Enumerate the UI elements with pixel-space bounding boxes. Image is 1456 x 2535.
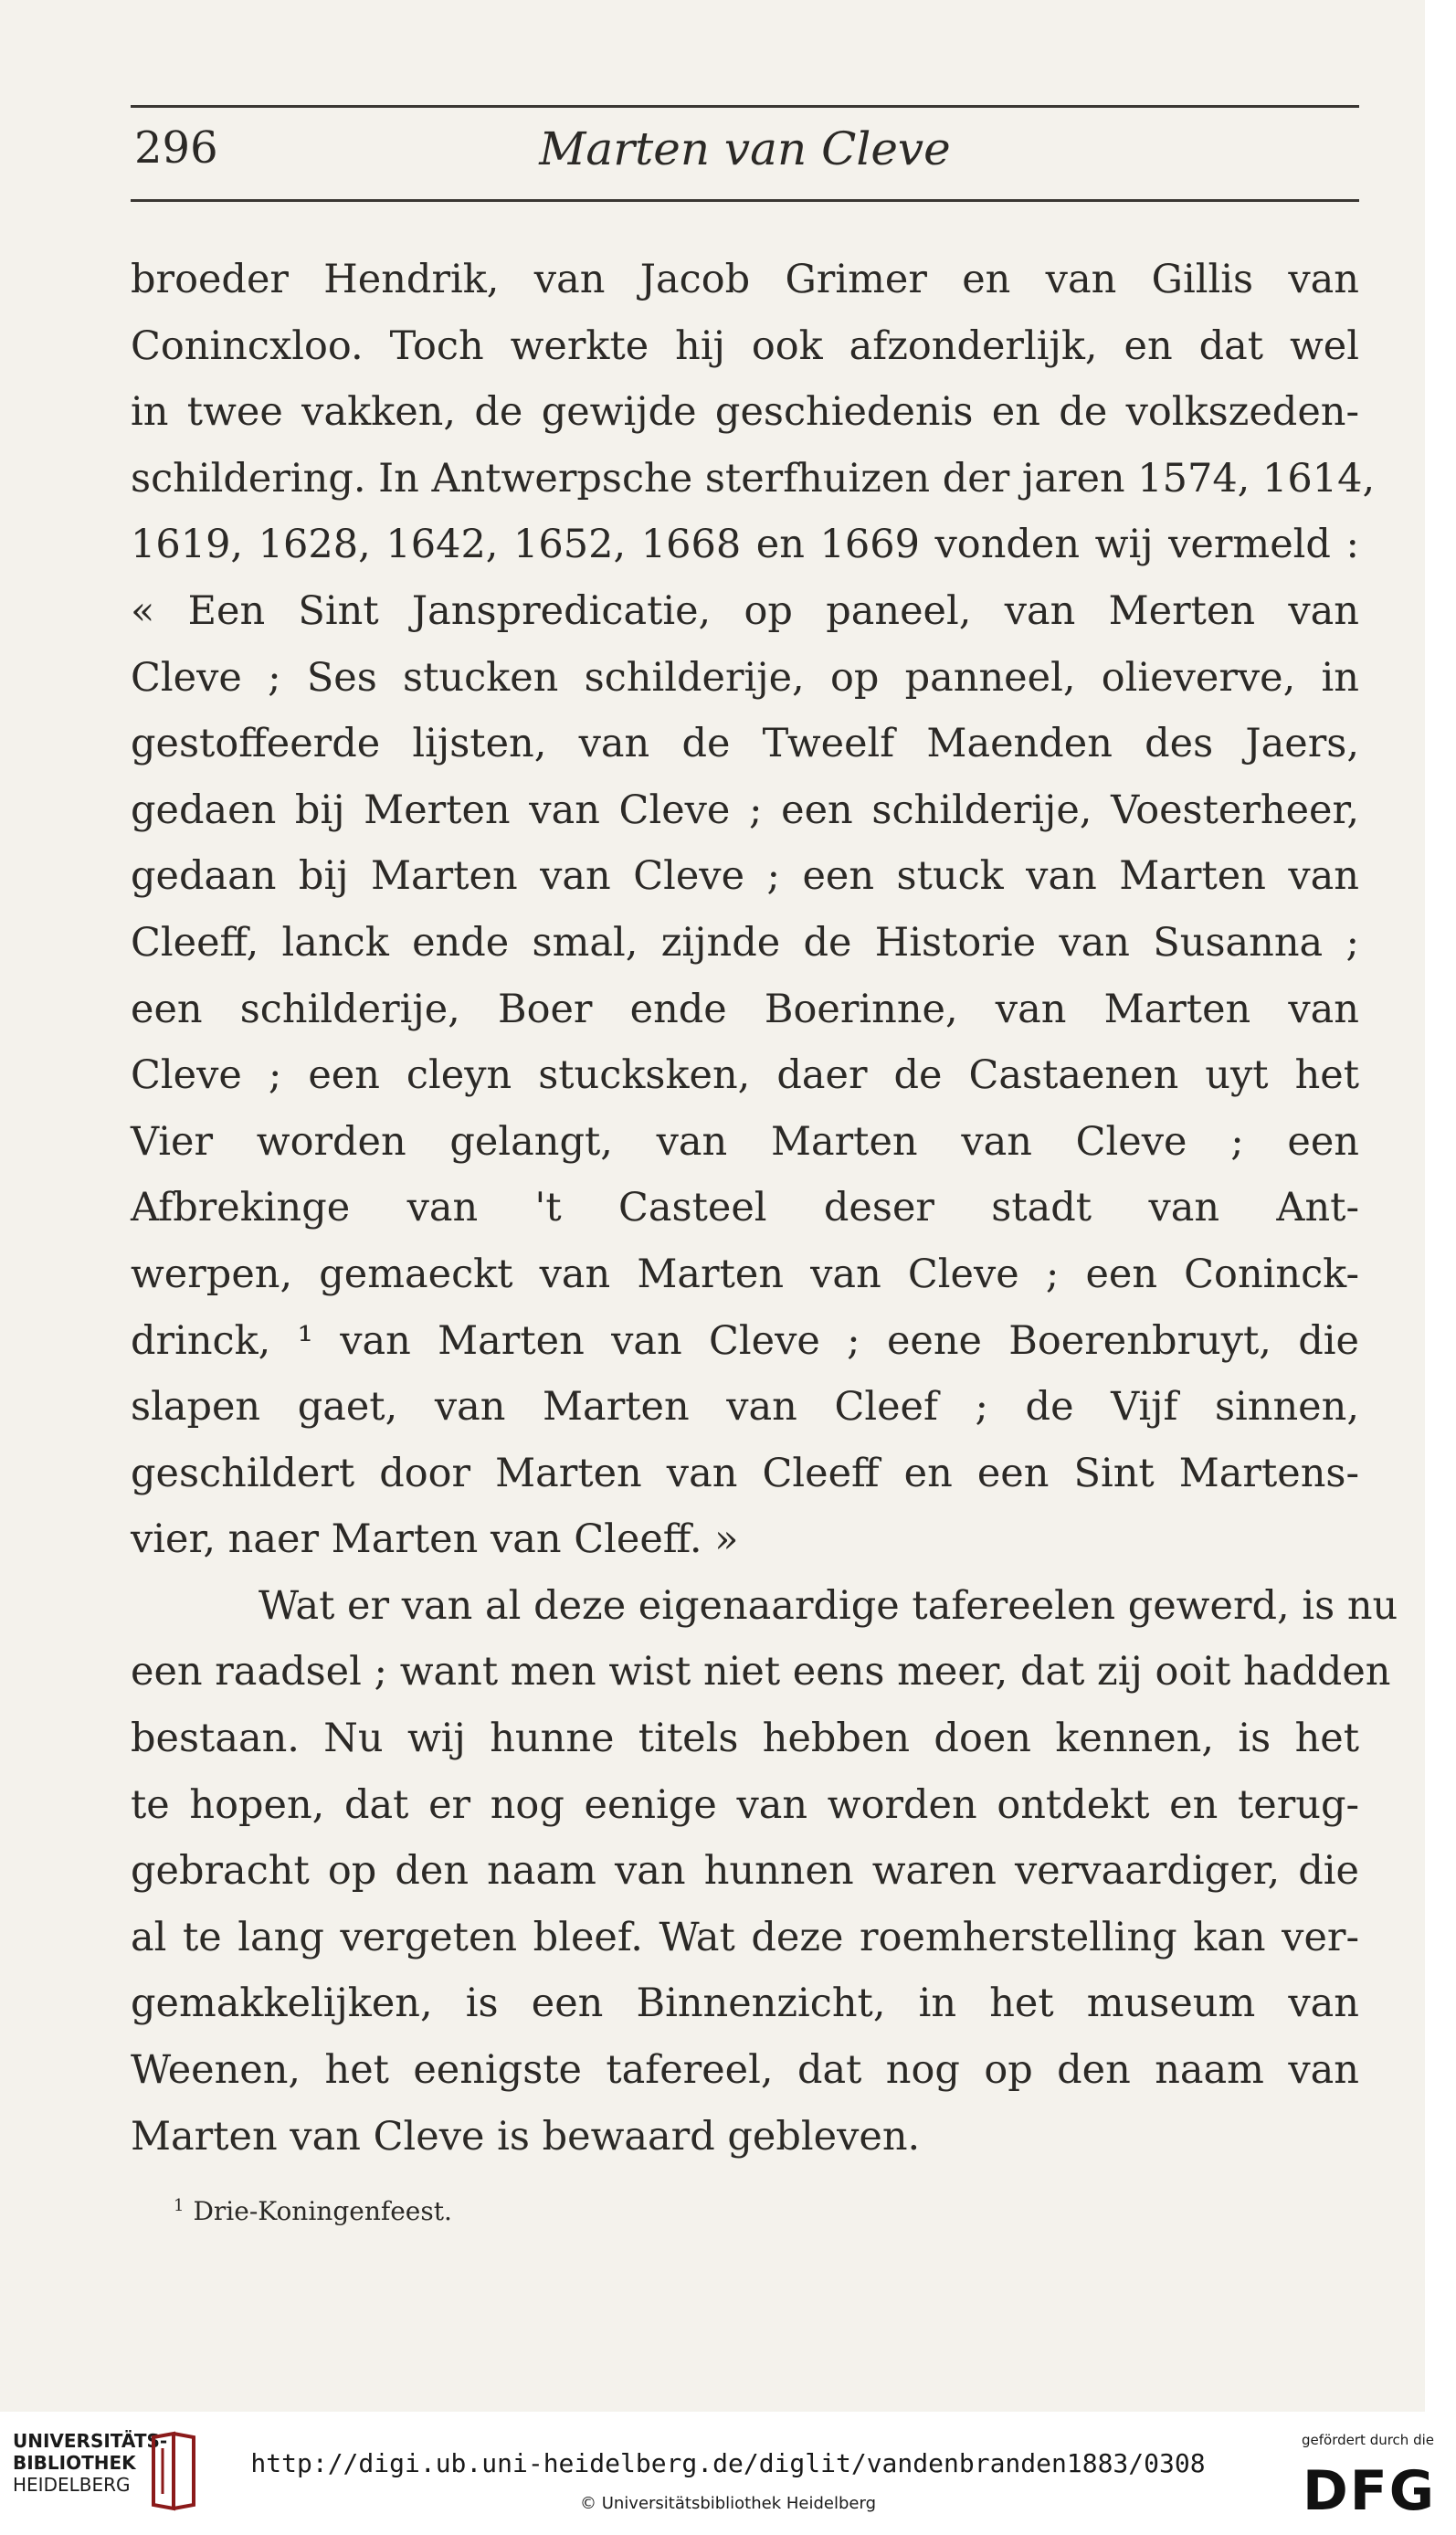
- text-line: Wat er van al deze eigenaardige tafereelen gewerd, is nu: [258, 1582, 1398, 1629]
- body-text: [131, 247, 1398, 2170]
- text-line: slapen gaet, van Marten van Cleef ; de Vijf sinnen,: [131, 1384, 1359, 1431]
- text-line: gebracht op den naam van hunnen waren vervaardiger, die: [131, 1848, 1359, 1895]
- header-rule-bottom: [131, 199, 1359, 202]
- footnote: [174, 2196, 452, 2226]
- text-line: Cleeff, lanck ende smal, zijnde de Historie van Susanna ;: [131, 919, 1359, 966]
- text-line: drinck, ¹ van Marten van Cleve ; eene Boerenbruyt, die: [131, 1317, 1359, 1364]
- library-name-line: BIBLIOTHEK: [13, 2452, 136, 2474]
- funding-note: gefördert durch die: [1302, 2432, 1434, 2448]
- viewer-footer: [0, 2412, 1456, 2535]
- text-line: al te lang vergeten bleef. Wat deze roemherstelling kan ver-: [131, 1914, 1359, 1960]
- text-line: gedaen bij Merten van Cleve ; een schilderije, Voesterheer,: [131, 787, 1359, 833]
- text-line: schildering. In Antwerpsche sterfhuizen der jaren 1574, 1614,: [131, 455, 1376, 502]
- copyright-notice: © Universitätsbibliothek Heidelberg: [579, 2494, 876, 2513]
- text-line: Vier worden gelangt, van Marten van Cleve ; een: [131, 1118, 1359, 1165]
- footnote-marker: 1: [174, 2196, 185, 2215]
- text-line: geschildert door Marten van Cleeff en een Sint Martens-: [131, 1450, 1359, 1496]
- library-name-line: UNIVERSITÄTS-: [13, 2430, 168, 2452]
- text-line: bestaan. Nu wij hunne titels hebben doen kennen, is het: [131, 1716, 1359, 1762]
- text-line: Weenen, het eenigste tafereel, dat nog op den naam van: [131, 2047, 1359, 2094]
- text-line: gestoffeerde lijsten, van de Tweelf Maenden des Jaers,: [131, 721, 1359, 767]
- text-line: Afbrekinge van 't Casteel deser stadt van Ant-: [131, 1185, 1359, 1231]
- footnote-text: Drie-Koningenfeest.: [193, 2196, 452, 2226]
- text-line: werpen, gemaeckt van Marten van Cleve ; een Coninck-: [131, 1251, 1359, 1297]
- permalink-url[interactable]: http://digi.ub.uni-heidelberg.de/diglit/vandenbranden1883/0308: [250, 2448, 1206, 2478]
- text-line: 1619, 1628, 1642, 1652, 1668 en 1669 vonden wij vermeld :: [131, 522, 1359, 568]
- page-edge: [1425, 0, 1456, 2412]
- text-line: Cleve ; Ses stucken schilderije, op panneel, olieverve, in: [131, 654, 1359, 701]
- text-line: Marten van Cleve is bewaard gebleven.: [131, 2113, 921, 2160]
- text-line: vier, naer Marten van Cleeff. »: [131, 1516, 739, 1563]
- running-head: [131, 117, 1359, 190]
- page-number: 296: [134, 122, 218, 174]
- text-line: Conincxloo. Toch werkte hij ook afzonderlijk, en dat wel: [131, 322, 1359, 369]
- dfg-logo[interactable]: DFG: [1302, 2459, 1436, 2523]
- text-line: Cleve ; een cleyn stucksken, daer de Castaenen uyt het: [131, 1052, 1359, 1099]
- text-line: « Een Sint Janspredicatie, op paneel, van Merten van: [131, 587, 1359, 634]
- text-line: gedaan bij Marten van Cleve ; een stuck van Marten van: [131, 853, 1359, 900]
- text-line: in twee vakken, de gewijde geschiedenis en de volkszeden-: [131, 389, 1359, 436]
- text-line: te hopen, dat er nog eenige van worden ontdekt en terug-: [131, 1781, 1359, 1828]
- text-line: een schilderije, Boer ende Boerinne, van Marten van: [131, 986, 1359, 1032]
- library-name-line: HEIDELBERG: [13, 2474, 131, 2496]
- header-rule-top: [131, 105, 1359, 108]
- text-line: gemakkelijken, is een Binnenzicht, in het museum van: [131, 1980, 1359, 2027]
- text-line: een raadsel ; want men wist niet eens meer, dat zij ooit hadden: [131, 1649, 1391, 1695]
- text-line: broeder Hendrik, van Jacob Grimer en van Gillis van: [131, 257, 1359, 302]
- running-title: Marten van Cleve: [539, 122, 951, 175]
